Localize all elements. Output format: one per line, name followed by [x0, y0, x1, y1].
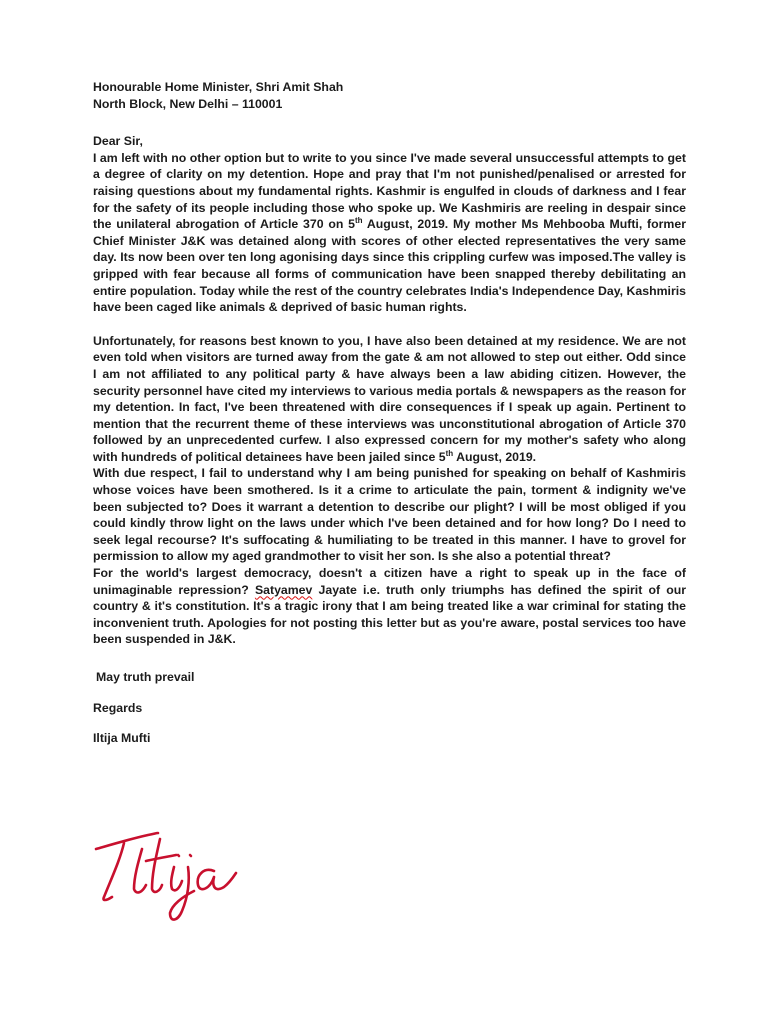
paragraph-2-text-2: August, 2019. [453, 449, 537, 464]
paragraph-4-text-2: Jayate i.e. truth only triumphs has defined the spirit of our country & it's constitution. It's a tragic irony that I am being treated like a war criminal for stating the inconvenient truth. Apologies for not posting this letter but as you're aware, postal services too have been suspended in J&K. [93, 582, 686, 647]
paragraph-2 [93, 333, 686, 466]
recipient-address [93, 79, 686, 112]
paragraph-1-text-2: August, 2019. My mother Ms Mehbooba Mufti, former Chief Minister J&K was detained along with scores of other elected representatives the very same day. Its now been over ten long agonising days since this crippling curfew was imposed.The valley is gripped with fear because all forms of communication have been snapped thereby debilitating an entire population. Today while the rest of the country celebrates India's Independence Day, Kashmiris have been caged like animals & deprived of basic human rights. [93, 217, 686, 315]
regards-line: Regards [93, 700, 143, 715]
letter-body [93, 79, 686, 747]
superscript-th: th [354, 216, 363, 226]
paragraph-4 [93, 565, 686, 648]
paragraph-4-text: For the world's largest democracy, doesn't a citizen have a right to speak up in the face of unimaginable repression? [93, 566, 686, 597]
paragraph-1-text: I am left with no other option but to write to you since I've made several unsuccessful attempts to get a degree of clarity on my detention. Hope and pray that I'm not punished/penalised or arrested for raising questions about my fundamental rights. Kashmir is engulfed in clouds of darkness and I fear for the safety of its people including those who spoke up. We Kashmiris are reeling in despair since the unilateral abrogation of Article 370 on 5 [93, 150, 686, 232]
misspelled-word: Satyamev [254, 582, 313, 597]
superscript-th: th [445, 448, 454, 458]
salutation: Dear Sir, [93, 134, 143, 149]
handwritten-signature [90, 815, 240, 930]
paragraph-1 [93, 150, 686, 316]
paragraph-2-text: Unfortunately, for reasons best known to you, I have also been detained at my residence. We are not even told when visitors are turned away from the gate & am not allowed to step out either. Odd since I am not affiliated to any political party & have always been a law abiding citizen. However, the security personnel have cited my interviews to various media portals & newspapers as the reason for my detention. In fact, I've been threatened with dire consequences if I speak up again. Pertinent to mention that the recurrent theme of these interviews was unconstitutional abrogation of Article 370 followed by an unprecedented curfew. I also expressed concern for my mother's safety who along with hundreds of political detainees have been jailed since 5 [93, 333, 686, 464]
address-line-1: Honourable Home Minister, Shri Amit Shah [93, 80, 344, 94]
paragraph-3: With due respect, I fail to understand why I am being punished for speaking on behalf of Kashmiris whose voices have been smothered. Is it a crime to articulate the pain, torment & indignity we've been subjected to? Does it warrant a detention to describe our plight? I will be most obliged if you could kindly throw light on the laws under which I've been detained and for how long? Do I need to seek legal recourse? It's suffocating & humiliating to be treated in this manner. I have to grovel for permission to allow my aged grandmother to visit her son. Is she also a potential threat? [93, 466, 686, 564]
closing-line: May truth prevail [96, 670, 195, 684]
sender-name: Iltija Mufti [93, 731, 151, 746]
address-line-2: North Block, New Delhi – 110001 [93, 96, 283, 111]
